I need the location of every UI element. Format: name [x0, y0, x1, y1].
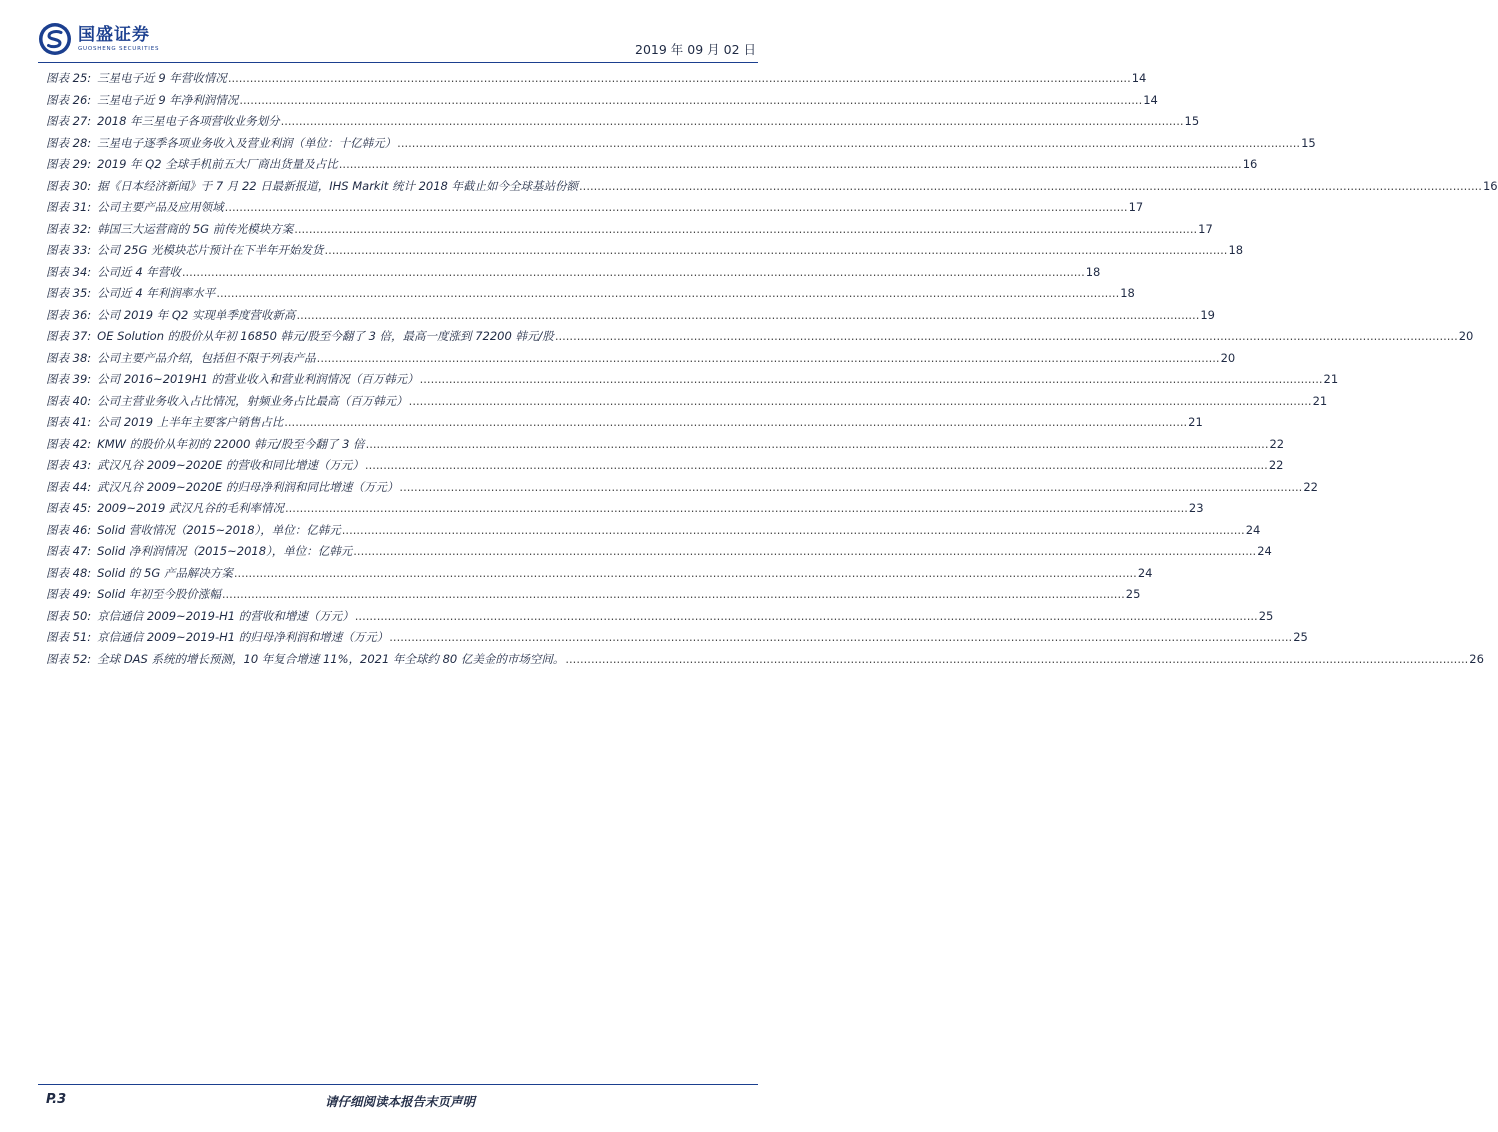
toc-page-number: 21 [1188, 415, 1203, 429]
toc-page-number: 17 [1128, 200, 1144, 214]
toc-figure-title: 公司近 4 年利润率水平 [97, 286, 216, 300]
toc-dot-leader [228, 71, 1131, 85]
toc-figure-label: 图表 28: [46, 135, 92, 150]
footer-disclaimer: 请仔细阅读本报告末页声明 [324, 1094, 475, 1109]
toc-figure-title: 全球 DAS 系统的增长预测，10 年复合增速 11%，2021 年全球约 80 亿美金的市场空间。 [97, 651, 565, 666]
toc-figure-title: 京信通信 2009~2019-H1 的营收和增速（万元） [97, 608, 354, 623]
toc-figure-label: 图表 51: [46, 630, 92, 644]
toc-figure-label: 图表 29: [46, 157, 92, 171]
toc-dot-leader [284, 415, 1187, 429]
toc-page-number: 25 [1125, 587, 1141, 601]
toc-dot-leader [281, 114, 1184, 128]
toc-figure-title: 三星电子近 9 年营收情况 [97, 71, 227, 85]
figure-list [46, 70, 1498, 672]
toc-figure-title: OE Solution 的股价从年初 16850 韩元/股至今翻了 3 倍，最高一度涨到 72200 韩元/股 [97, 329, 554, 343]
toc-figure-title: 公司 2019 上半年主要客户销售占比 [97, 415, 284, 429]
toc-dot-leader [182, 265, 1085, 279]
toc-figure-title: 韩国三大运营商的 5G 前传光模块方案 [97, 221, 294, 236]
toc-entry[interactable] [46, 328, 1474, 350]
toc-entry[interactable] [46, 221, 1213, 243]
toc-entry[interactable] [46, 178, 1498, 200]
toc-entry[interactable] [46, 414, 1203, 436]
toc-page-number: 15 [1184, 114, 1200, 128]
toc-page-number: 24 [1245, 522, 1261, 537]
toc-entry[interactable] [46, 307, 1215, 329]
toc-figure-label: 图表 49: [46, 587, 92, 601]
toc-entry[interactable] [46, 285, 1135, 307]
toc-figure-label: 图表 31: [46, 200, 92, 214]
toc-dot-leader [325, 243, 1228, 257]
toc-figure-label: 图表 44: [46, 479, 92, 494]
toc-figure-title: 京信通信 2009~2019-H1 的归母净利润和增速（万元） [97, 630, 389, 644]
header-divider [38, 62, 758, 63]
toc-figure-label: 图表 47: [46, 544, 92, 558]
toc-page-number: 20 [1458, 329, 1474, 343]
toc-figure-label: 图表 46: [46, 522, 92, 537]
toc-page-number: 25 [1293, 630, 1308, 644]
toc-entry[interactable] [46, 135, 1316, 157]
toc-page-number: 26 [1469, 651, 1484, 666]
toc-dot-leader [342, 523, 1245, 537]
toc-page-number: 23 [1188, 501, 1204, 515]
toc-dot-leader [389, 630, 1292, 644]
toc-figure-title: 2019 年 Q2 全球手机前五大厂商出货量及占比 [97, 157, 338, 171]
toc-dot-leader [234, 566, 1137, 580]
toc-dot-leader [366, 437, 1269, 451]
toc-figure-title: 公司 25G 光模块芯片预计在下半年开始发货 [97, 243, 324, 257]
toc-page-number: 16 [1242, 157, 1258, 171]
toc-figure-title: 公司主要产品及应用领域 [97, 200, 224, 214]
toc-page-number: 21 [1323, 372, 1339, 386]
toc-dot-leader [397, 136, 1300, 150]
toc-figure-label: 图表 52: [46, 651, 92, 666]
toc-page-number: 14 [1143, 92, 1158, 107]
toc-figure-title: 三星电子逐季各项业务收入及营业利润（单位：十亿韩元） [97, 135, 397, 150]
page-header [38, 22, 758, 62]
toc-dot-leader [225, 200, 1128, 214]
toc-page-number: 22 [1268, 458, 1284, 472]
toc-figure-title: 2009~2019 武汉凡谷的毛利率情况 [97, 501, 284, 515]
company-logo [38, 22, 159, 56]
toc-page-number: 18 [1228, 243, 1244, 257]
toc-figure-label: 图表 40: [46, 393, 92, 408]
toc-entry[interactable] [46, 457, 1284, 479]
toc-figure-title: Solid 净利润情况（2015~2018），单位：亿韩元 [97, 544, 353, 558]
toc-dot-leader [409, 394, 1312, 408]
toc-figure-label: 图表 34: [46, 264, 92, 279]
toc-dot-leader [355, 609, 1258, 623]
toc-figure-label: 图表 25: [46, 71, 92, 85]
toc-figure-label: 图表 42: [46, 436, 92, 451]
toc-entry[interactable] [46, 522, 1261, 544]
toc-page-number: 21 [1312, 393, 1328, 408]
report-date: 2019 年 09 月 02 日 [635, 42, 756, 57]
toc-entry[interactable] [46, 156, 1258, 178]
toc-figure-title: 公司近 4 年营收 [97, 264, 181, 279]
toc-dot-leader [285, 501, 1188, 515]
toc-dot-leader [353, 544, 1256, 558]
toc-figure-label: 图表 36: [46, 307, 92, 322]
toc-dot-leader [555, 329, 1458, 343]
toc-figure-label: 图表 37: [46, 329, 92, 343]
toc-figure-title: 据《日本经济新闻》于 7 月 22 日最新报道，IHS Markit 统计 2018 年截止如今全球基站份额 [97, 178, 579, 193]
toc-dot-leader [239, 93, 1142, 107]
guosheng-logo-icon [38, 22, 72, 56]
toc-figure-label: 图表 30: [46, 178, 92, 193]
toc-figure-title: 公司 2016~2019H1 的营业收入和营业利润情况（百万韩元） [97, 372, 419, 386]
toc-entry[interactable] [46, 436, 1285, 458]
toc-figure-title: Solid 的 5G 产品解决方案 [97, 565, 233, 580]
toc-entry[interactable] [46, 242, 1244, 264]
toc-figure-title: 公司 2019 年 Q2 实现单季度营收新高 [97, 307, 296, 322]
toc-figure-label: 图表 50: [46, 608, 92, 623]
toc-entry[interactable] [46, 393, 1328, 415]
toc-page-number: 14 [1131, 71, 1147, 85]
toc-entry[interactable] [46, 371, 1339, 393]
toc-page-number: 20 [1220, 350, 1236, 365]
toc-figure-title: Solid 年初至今股价涨幅 [97, 587, 221, 601]
toc-figure-label: 图表 38: [46, 350, 92, 365]
toc-figure-title: 公司主要产品介绍，包括但不限于列表产品 [97, 350, 316, 365]
toc-page-number: 19 [1200, 307, 1215, 322]
toc-entry[interactable] [46, 500, 1204, 522]
toc-figure-label: 图表 41: [46, 415, 92, 429]
toc-dot-leader [216, 286, 1119, 300]
toc-entry[interactable] [46, 586, 1141, 608]
toc-entry[interactable] [46, 543, 1272, 565]
toc-entry[interactable] [46, 92, 1158, 114]
toc-figure-title: Solid 营收情况（2015~2018），单位：亿韩元 [97, 522, 341, 537]
toc-page-number: 16 [1482, 178, 1498, 193]
toc-page-number: 24 [1257, 544, 1272, 558]
toc-page-number: 24 [1137, 565, 1153, 580]
toc-figure-label: 图表 32: [46, 221, 92, 236]
toc-figure-title: KMW 的股价从年初的 22000 韩元/股至今翻了 3 倍 [97, 436, 365, 451]
toc-page-number: 22 [1303, 479, 1318, 494]
toc-figure-label: 图表 27: [46, 114, 92, 128]
toc-figure-label: 图表 45: [46, 501, 92, 515]
toc-dot-leader [296, 308, 1199, 322]
toc-page-number: 18 [1085, 264, 1101, 279]
toc-entry[interactable] [46, 70, 1147, 92]
toc-dot-leader [339, 157, 1242, 171]
toc-page-number: 17 [1198, 221, 1213, 236]
toc-dot-leader [317, 351, 1220, 365]
toc-entry[interactable] [46, 629, 1308, 651]
toc-dot-leader [399, 480, 1302, 494]
toc-dot-leader [294, 222, 1197, 236]
logo-english-name: GUOSHENG SECURITIES [78, 45, 160, 52]
logo-text [78, 26, 159, 53]
toc-dot-leader [579, 179, 1482, 193]
toc-figure-title: 武汉凡谷 2009~2020E 的营收和同比增速（万元） [97, 458, 364, 472]
toc-entry[interactable] [46, 608, 1274, 630]
toc-figure-title: 武汉凡谷 2009~2020E 的归母净利润和同比增速（万元） [97, 479, 399, 494]
toc-figure-label: 图表 43: [46, 458, 92, 472]
toc-figure-label: 图表 48: [46, 565, 92, 580]
toc-figure-label: 图表 35: [46, 286, 92, 300]
page-number: P.3 [46, 1092, 67, 1107]
toc-entry[interactable] [46, 565, 1153, 587]
footer-divider [38, 1084, 758, 1085]
toc-entry[interactable] [46, 199, 1144, 221]
toc-dot-leader [565, 652, 1468, 666]
toc-figure-title: 三星电子近 9 年净利润情况 [97, 92, 239, 107]
toc-page-number: 25 [1258, 608, 1274, 623]
toc-entry[interactable] [46, 350, 1236, 372]
toc-page-number: 22 [1269, 436, 1285, 451]
toc-page-number: 18 [1120, 286, 1135, 300]
toc-entry[interactable] [46, 479, 1318, 501]
logo-chinese-name: 国盛证券 [78, 24, 150, 45]
toc-figure-title: 2018 年三星电子各项营收业务划分 [97, 114, 280, 128]
toc-entry[interactable] [46, 651, 1484, 673]
toc-figure-title: 公司主营业务收入占比情况，射频业务占比最高（百万韩元） [97, 393, 408, 408]
toc-entry[interactable] [46, 264, 1101, 286]
toc-dot-leader [420, 372, 1323, 386]
toc-entry[interactable] [46, 113, 1200, 135]
toc-figure-label: 图表 39: [46, 372, 92, 386]
toc-dot-leader [365, 458, 1268, 472]
toc-figure-label: 图表 26: [46, 92, 92, 107]
toc-figure-label: 图表 33: [46, 243, 92, 257]
toc-dot-leader [222, 587, 1125, 601]
toc-page-number: 15 [1301, 135, 1316, 150]
